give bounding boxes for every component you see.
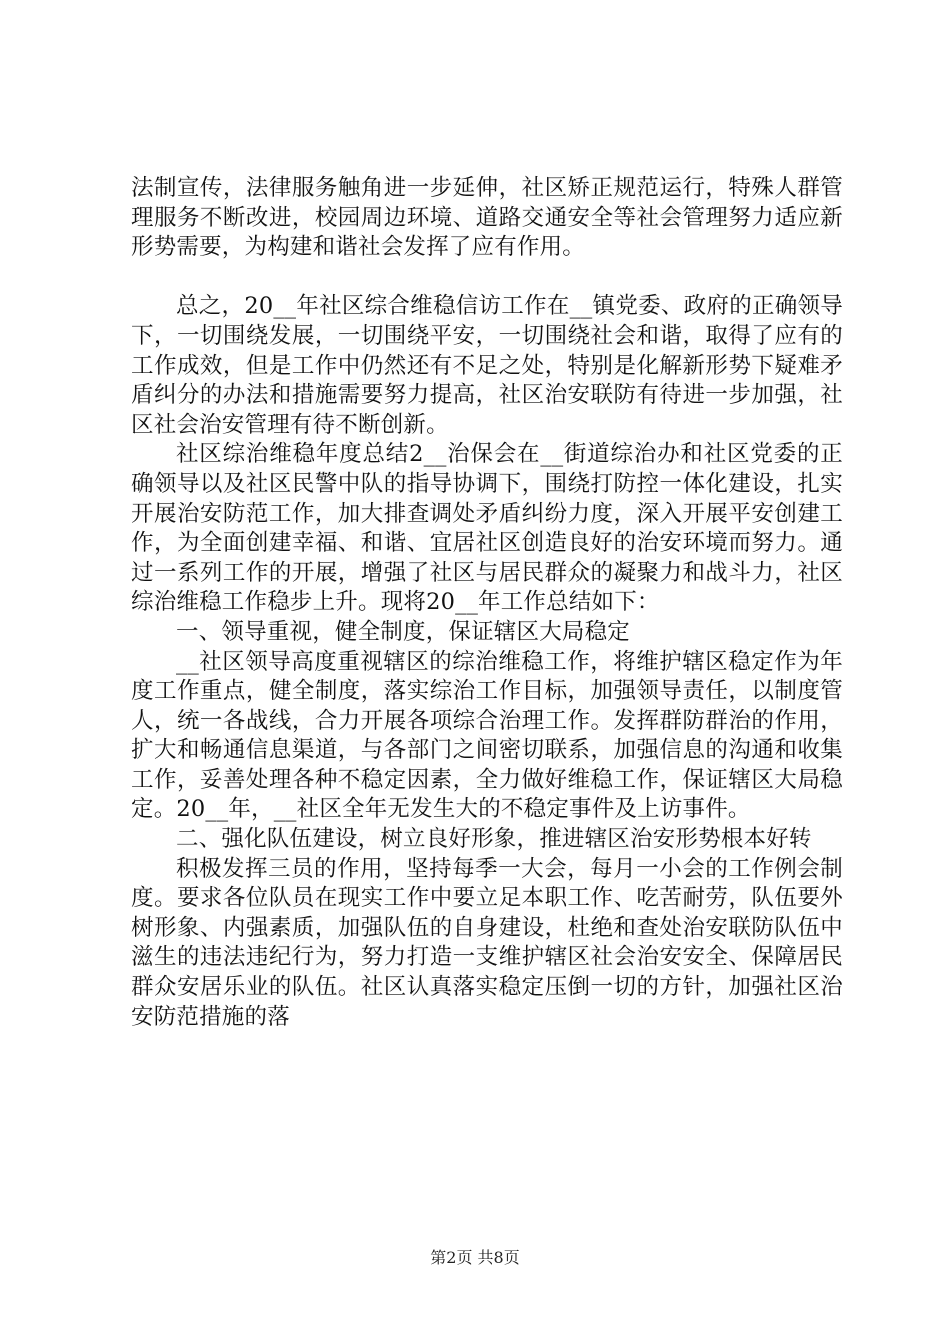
document-body <box>131 174 843 1032</box>
paragraph-gap <box>131 263 843 293</box>
section-heading-2: 二、强化队伍建设，树立良好形象，推进辖区治安形势根本好转 <box>176 826 812 853</box>
paragraph-5: 积极发挥三员的作用，坚持每季一大会，每月一小会的工作例会制度。要求各位队员在现实工作中要立足本职工作、吃苦耐劳，队伍要外树形象、内强素质，加强队伍的自身建设，杜绝和查处治安联防队伍中滋生的违法违纪行为，努力打造一支维护辖区社会治安安全、保障居民群众安居乐业的队伍。社区认真落实稳定压倒一切的方针，加强社区治安防范措施的落 <box>131 855 843 1030</box>
paragraph-4: __社区领导高度重视辖区的综治维稳工作，将维护辖区稳定作为年度工作重点，健全制度，落实综治工作目标，加强领导责任，以制度管人，统一各战线，合力开展各项综合治理工作。发挥群防群治的作用，扩大和畅通信息渠道，与各部门之间密切联系，加强信息的沟通和收集工作，妥善处理各种不稳定因素，全力做好维稳工作，保证辖区大局稳定。20__年，__社区全年无发生大的不稳定事件及上访事件。 <box>131 648 843 823</box>
paragraph-2: 总之，20__年社区综合维稳信访工作在__镇党委、政府的正确领导下，一切围绕发展，一切围绕平安，一切围绕社会和谐，取得了应有的工作成效，但是工作中仍然还有不足之处，特别是化解新形势下疑难矛盾纠分的办法和措施需要努力提高，社区治安联防有待进一步加强，社区社会治安管理有待不断创新。 <box>131 293 843 438</box>
page-number-footer: 第2页 共8页 <box>430 1248 520 1267</box>
paragraph-1: 法制宣传，法律服务触角进一步延伸，社区矫正规范运行，特殊人群管理服务不断改进，校园周边环境、道路交通安全等社会管理努力适应新形势需要，为构建和谐社会发挥了应有作用。 <box>131 175 843 261</box>
paragraph-3: 社区综治维稳年度总结2__治保会在__街道综治办和社区党委的正确领导以及社区民警中队的指导协调下，围绕打防控一体化建设，扎实开展治安防范工作，加大排查调处矛盾纠纷力度，深入开展平安创建工作，为全面创建幸福、和谐、宜居社区创造良好的治安环境而努力。通过一系列工作的开展，增强了社区与居民群众的凝聚力和战斗力，社区综治维稳工作稳步上升。现将20__年工作总结如下： <box>131 441 843 616</box>
section-heading-1: 一、领导重视，健全制度，保证辖区大局稳定 <box>176 618 631 645</box>
